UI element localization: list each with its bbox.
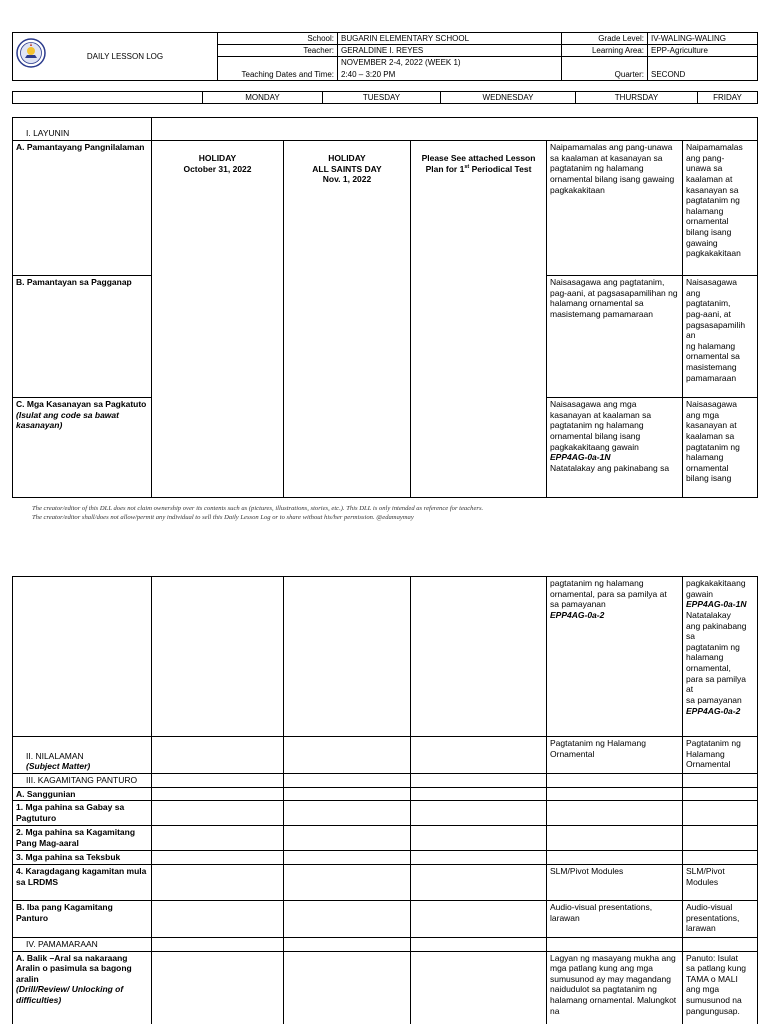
teacher-label: Teacher: — [218, 45, 338, 57]
gabay-label: 1. Mga pahina sa Gabay sa Pagtuturo — [13, 801, 152, 826]
cont-wednesday — [411, 577, 547, 737]
nilalaman-label: II. NILALAMAN — [26, 750, 84, 761]
quarter-value: SECOND — [648, 57, 758, 81]
tuesday-holiday: HOLIDAY ALL SAINTS DAY Nov. 1, 2022 — [284, 141, 411, 498]
disclaimer — [32, 504, 752, 522]
monday-holiday: HOLIDAY October 31, 2022 — [152, 141, 284, 498]
pamamaraan-label: IV. PAMAMARAAN — [13, 937, 152, 951]
iba-pang-label: B. Iba pang Kagamitang Panturo — [13, 900, 152, 937]
dates-value: NOVEMBER 2-4, 2022 (WEEK 1) — [338, 57, 562, 69]
cont-thursday: pagtatanim ng halamang ornamental, para sa pamilya at sa pamayanan EPP4AG-0a-2 — [547, 577, 683, 737]
iba-pang-friday: Audio-visual presentations, larawan — [683, 900, 758, 937]
row-b-thursday: Naisasagawa ang pagtatanim, pag-aani, at pagsasapamilihan ng halamang ornamental sa masistemang pamamaraan — [547, 276, 683, 398]
area-value: EPP-Agriculture — [648, 45, 758, 57]
lesson-table-page2 — [12, 576, 758, 1024]
grade-label: Grade Level: — [562, 33, 648, 45]
day-friday: FRIDAY — [698, 92, 758, 104]
row-a-friday: Naipamamalas ang pang- unawa sa kaalaman at kasanayan sa pagtatanim ng halamang ornamental bilang isang gawaing pagkakakitaan — [683, 141, 758, 276]
cont-monday — [152, 577, 284, 737]
quarter-label: Quarter: — [562, 57, 648, 81]
teksbuk-label: 3. Mga pahina sa Teksbuk — [13, 851, 152, 865]
cont-friday: pagkakakitaang gawain EPP4AG-0a-1N Natatalakay ang pakinabang sa pagtatanim ng halamang ornamental, para sa pamilya at sa pamayanan EPP4AG-0a-2 — [683, 577, 758, 737]
balik-aral-thursday: Lagyan ng masayang mukha ang mga patlang kung ang mga sumusunod ay may magandang naidudulot sa pagtatanim ng halamang ornamental. Malungkot na — [547, 951, 683, 1024]
dates-label: Teaching Dates and Time: — [218, 57, 338, 81]
row-c-label: C. Mga Kasanayan sa Pagkatuto — [16, 399, 147, 409]
day-wednesday: WEDNESDAY — [441, 92, 576, 104]
day-header-blank — [13, 92, 203, 104]
row-c-label-cell — [13, 398, 152, 498]
time-value: 2:40 – 3:20 PM — [338, 69, 562, 81]
nilalaman-friday: Pagtatanim ng Halamang Ornamental — [683, 737, 758, 774]
row-c-note: (Isulat ang code sa bawat kasanayan) — [16, 409, 119, 431]
karagdagang-label: 4. Karagdagang kagamitan mula sa LRDMS — [13, 864, 152, 900]
school-value: BUGARIN ELEMENTARY SCHOOL — [338, 33, 562, 45]
title-cell — [13, 33, 218, 81]
karagdagang-thursday: SLM/Pivot Modules — [547, 864, 683, 900]
sanggunian-label: A. Sanggunian — [13, 787, 152, 801]
disclaimer-line-1: The creator/editor of this DLL does not claim ownership over its contents such as (pictures, illustrations, stories, etc.). This DLL is only intended as reference for teachers. — [32, 505, 484, 512]
teacher-value: GERALDINE I. REYES — [338, 45, 562, 57]
nilalaman-sub: (Subject Matter) — [26, 761, 91, 772]
day-thursday: THURSDAY — [576, 92, 698, 104]
grade-value: IV-WALING-WALING — [648, 33, 758, 45]
header-table — [12, 32, 758, 81]
area-label: Learning Area: — [562, 45, 648, 57]
balik-aral-label: A. Balik –Aral sa nakaraang Aralin o pasimula sa bagong aralin — [16, 952, 132, 984]
day-header-table — [12, 91, 758, 104]
row-a-thursday: Naipamamalas ang pang-unawa sa kaalaman at kasanayan sa pagtatanim ng halamang ornamental bilang isang gawaing pagkakakitaan — [547, 141, 683, 276]
balik-aral-cell — [13, 951, 152, 1024]
balik-aral-friday: Panuto: Isulat sa patlang kung TAMA o MALI ang mga sumusunod na pangungusap. — [683, 951, 758, 1024]
wednesday-note: Please See attached Lesson Plan for 1st Periodical Test — [411, 141, 547, 498]
iba-pang-thursday: Audio-visual presentations, larawan — [547, 900, 683, 937]
nilalaman-thursday: Pagtatanim ng Halamang Ornamental — [547, 737, 683, 774]
cont-label — [13, 577, 152, 737]
lesson-table-page1 — [12, 117, 758, 498]
row-c-friday: Naisasagawa ang mga kasanayan at kaalaman sa pagtatanim ng halamang ornamental bilang isang — [683, 398, 758, 498]
cont-tuesday — [284, 577, 411, 737]
layunin-blank — [152, 118, 758, 141]
disclaimer-line-2: The creator/editor shall/does not allow/permit any individual to sell this Daily Lesson Log or to share without his/her permission. @edamaymay — [32, 514, 414, 521]
kagamitan-label: III. KAGAMITANG PANTURO — [13, 774, 152, 788]
nilalaman-cell — [13, 737, 152, 774]
day-tuesday: TUESDAY — [323, 92, 441, 104]
page-title: DAILY LESSON LOG — [86, 52, 164, 61]
school-label: School: — [218, 33, 338, 45]
row-b-friday: Naisasagawa ang pagtatanim, pag-aani, at pagsasapamilih an ng halamang ornamental sa masistemang pamamaraan — [683, 276, 758, 398]
row-b-label: B. Pamantayan sa Pagganap — [13, 276, 152, 398]
karagdagang-friday: SLM/Pivot Modules — [683, 864, 758, 900]
row-a-label: A. Pamantayang Pangnilalaman — [13, 141, 152, 276]
kagamitang-label: 2. Mga pahina sa Kagamitang Pang Mag-aaral — [13, 826, 152, 851]
section-layunin: I. LAYUNIN — [13, 118, 152, 141]
balik-aral-note: (Drill/Review/ Unlocking of difficulties) — [16, 984, 124, 1005]
day-monday: MONDAY — [203, 92, 323, 104]
row-c-thursday: Naisasagawa ang mga kasanayan at kaalaman sa pagtatanim ng halamang ornamental bilang isang pagkakakitaang gawain EPP4AG-0a-1N Natatalakay ang pakinabang sa — [547, 398, 683, 498]
